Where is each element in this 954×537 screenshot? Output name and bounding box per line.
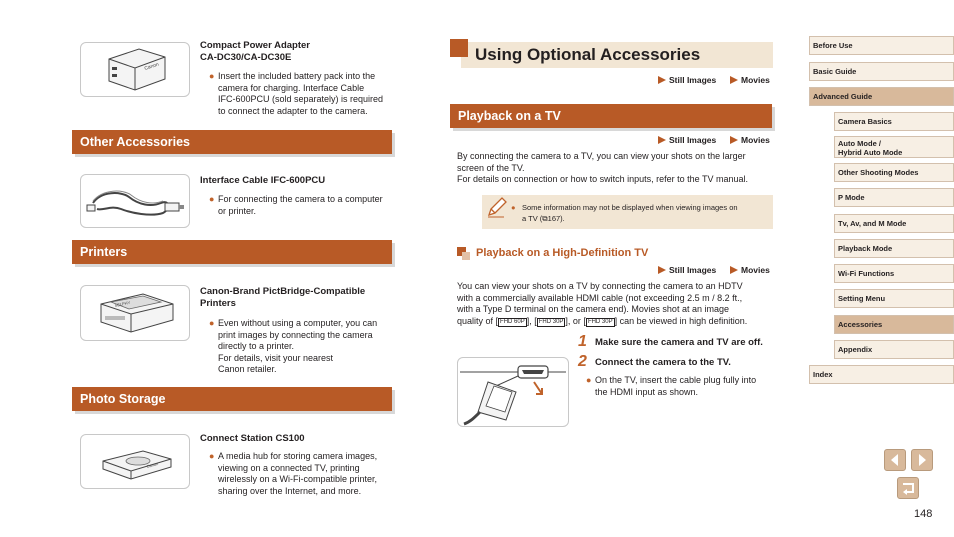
pencil-note-icon — [484, 195, 508, 219]
station-brand-label: Canon — [145, 461, 159, 469]
text-fragment: quality of [ — [457, 315, 499, 326]
movie-quality-icon: FHD 60P — [500, 318, 525, 325]
movies-label: Movies — [741, 135, 770, 145]
manual-ref-icon: ⧉ — [542, 214, 548, 223]
interface-cable-image — [80, 174, 190, 228]
next-page-icon — [912, 450, 932, 470]
printer-brand-label: SELPHY — [114, 299, 131, 308]
nav-before-use[interactable]: Before Use — [809, 36, 954, 55]
nav-index[interactable]: Index — [809, 365, 954, 384]
nav-auto-mode[interactable] — [834, 136, 954, 158]
cable-bullet — [209, 194, 383, 217]
still-images-label: Still Images — [669, 265, 717, 275]
nav-playback-mode[interactable]: Playback Mode — [834, 239, 954, 258]
adapter-title-line1: Compact Power Adapter — [200, 40, 310, 51]
printer-bullet-line: For details, visit your nearest — [218, 352, 334, 363]
note-text — [511, 202, 738, 224]
nav-other-shooting-modes[interactable]: Other Shooting Modes — [834, 163, 954, 182]
printer-bullet-line: Even without using a computer, you can — [218, 318, 378, 328]
return-button[interactable] — [897, 477, 919, 499]
still-images-tag — [658, 75, 716, 86]
paragraph-line — [457, 316, 747, 328]
printer-image — [80, 285, 190, 341]
hdmi-connection-illustration — [458, 358, 569, 427]
nav-auto-mode-line2: Hybrid Auto Mode — [838, 148, 903, 157]
note-line — [522, 213, 738, 224]
nav-setting-menu[interactable]: Setting Menu — [834, 289, 954, 308]
printer-title-line1: Canon-Brand PictBridge-Compatible — [200, 286, 366, 297]
playback-tv-header: Playback on a TV — [450, 104, 772, 128]
nav-basic-guide[interactable]: Basic Guide — [809, 62, 954, 81]
adapter-title — [200, 40, 310, 64]
step-bullet-line: On the TV, insert the cable plug fully into — [595, 375, 757, 385]
power-adapter-image — [80, 42, 190, 97]
nav-camera-basics[interactable]: Camera Basics — [834, 112, 954, 131]
triangle-icon — [658, 136, 666, 144]
nav-auto-mode-line1: Auto Mode / — [838, 139, 881, 148]
still-images-tag — [658, 265, 716, 276]
station-bullet-line: sharing over the Internet, and more. — [218, 485, 362, 496]
other-accessories-header: Other Accessories — [72, 130, 392, 154]
movies-tag — [730, 75, 770, 86]
paragraph-line: You can view your shots on a TV by connecting the camera to an HDTV — [457, 281, 743, 291]
printer-bullet-line: Canon retailer. — [218, 364, 277, 375]
movie-quality-icon: FHD 30P — [538, 318, 564, 325]
connect-station-illustration — [81, 435, 190, 489]
step-2-text: Connect the camera to the TV. — [595, 357, 731, 368]
nav-wifi-functions[interactable]: Wi-Fi Functions — [834, 264, 954, 283]
adapter-bullet-line: Insert the included battery pack into the — [218, 71, 376, 81]
paragraph-line: with a commercially available HDMI cable (not exceeding 2.5 m / 8.2 ft., — [457, 292, 743, 303]
movies-label: Movies — [741, 75, 770, 85]
adapter-brand-label: Canon — [143, 61, 160, 72]
printer-title-line2: Printers — [200, 298, 236, 309]
prev-page-button[interactable] — [884, 449, 906, 471]
bullet-dot: ● — [209, 194, 215, 204]
movies-label: Movies — [741, 265, 770, 275]
triangle-icon — [658, 76, 666, 84]
still-images-label: Still Images — [669, 75, 717, 85]
interface-cable-illustration — [81, 175, 190, 228]
paragraph-line: For details on connection or how to switch inputs, refer to the TV manual. — [457, 174, 748, 185]
station-bullet — [209, 451, 378, 497]
printer-bullet-line: print images by connecting the camera — [218, 329, 373, 340]
adapter-title-line2: CA-DC30/CA-DC30E — [200, 52, 292, 63]
nav-accessories[interactable]: Accessories — [834, 315, 954, 334]
prev-page-icon — [885, 450, 905, 470]
playback-tv-text — [457, 151, 748, 186]
nav-appendix[interactable]: Appendix — [834, 340, 954, 359]
hd-playback-text — [457, 281, 747, 327]
movie-quality-icon: FHD 30P — [587, 318, 613, 325]
note-line: Some information may not be displayed when viewing images on — [522, 203, 738, 212]
adapter-bullet-line: IFC-600PCU (sold separately) is required — [218, 94, 384, 105]
text-fragment: ], or [ — [565, 315, 586, 326]
subheading-marker-shadow — [462, 252, 470, 260]
nav-tv-av-m-mode[interactable]: Tv, Av, and M Mode — [834, 214, 954, 233]
movies-tag — [730, 265, 770, 276]
step-1-text: Make sure the camera and TV are off. — [595, 337, 763, 348]
hdmi-connection-image — [457, 357, 569, 427]
text-fragment: ], [ — [526, 315, 537, 326]
triangle-icon — [730, 76, 738, 84]
step-bullet-line: the HDMI input as shown. — [595, 386, 699, 397]
printer-illustration — [81, 286, 190, 341]
paragraph-line: with a Type D terminal on the camera end). Movies shot at an image — [457, 304, 729, 315]
triangle-icon — [730, 266, 738, 274]
station-bullet-line: A media hub for storing camera images, — [218, 451, 378, 461]
paragraph-line: By connecting the camera to a TV, you can view your shots on the larger — [457, 151, 746, 161]
printer-title — [200, 286, 365, 310]
bullet-dot: ● — [209, 451, 215, 461]
step-2-bullet — [586, 375, 757, 398]
page-title-marker — [450, 39, 468, 57]
bullet-dot: ● — [586, 375, 592, 385]
adapter-bullet — [209, 71, 384, 117]
cable-bullet-line: For connecting the camera to a computer — [218, 194, 383, 204]
station-bullet-line: wirelessly on a Wi-Fi-compatible printer, — [218, 474, 378, 485]
printer-bullet-line: directly to a printer. — [218, 341, 295, 352]
page-title: Using Optional Accessories — [475, 45, 701, 64]
still-images-label: Still Images — [669, 135, 717, 145]
nav-p-mode[interactable]: P Mode — [834, 188, 954, 207]
nav-advanced-guide[interactable]: Advanced Guide — [809, 87, 954, 106]
text-fragment: ] can be viewed in high definition. — [614, 315, 748, 326]
bullet-dot: ● — [511, 203, 516, 212]
printer-bullet — [209, 318, 378, 376]
movies-tag — [730, 135, 770, 146]
triangle-icon — [658, 266, 666, 274]
hd-playback-heading: Playback on a High-Definition TV — [476, 247, 649, 259]
cable-title: Interface Cable IFC-600PCU — [200, 175, 326, 186]
connect-station-image — [80, 434, 190, 489]
adapter-bullet-line: to connect the adapter to the camera. — [218, 105, 368, 116]
return-icon — [898, 478, 918, 498]
printers-header: Printers — [72, 240, 392, 264]
bullet-dot: ● — [209, 71, 215, 81]
note-ref-page[interactable]: 167). — [547, 214, 565, 223]
next-page-button[interactable] — [911, 449, 933, 471]
cable-bullet-line: or printer. — [218, 205, 257, 216]
adapter-bullet-line: camera for charging. Interface Cable — [218, 82, 365, 93]
step-number-2: 2 — [578, 353, 587, 370]
triangle-icon — [730, 136, 738, 144]
step-number-1: 1 — [578, 333, 587, 350]
power-adapter-illustration — [81, 43, 190, 97]
note-ref-prefix: a TV ( — [522, 214, 543, 223]
photo-storage-header: Photo Storage — [72, 387, 392, 411]
still-images-tag — [658, 135, 716, 146]
station-title: Connect Station CS100 — [200, 433, 305, 444]
bullet-dot: ● — [209, 318, 215, 328]
page-number: 148 — [914, 508, 933, 520]
paragraph-line: screen of the TV. — [457, 162, 525, 173]
station-bullet-line: viewing on a connected TV, printing — [218, 462, 360, 473]
